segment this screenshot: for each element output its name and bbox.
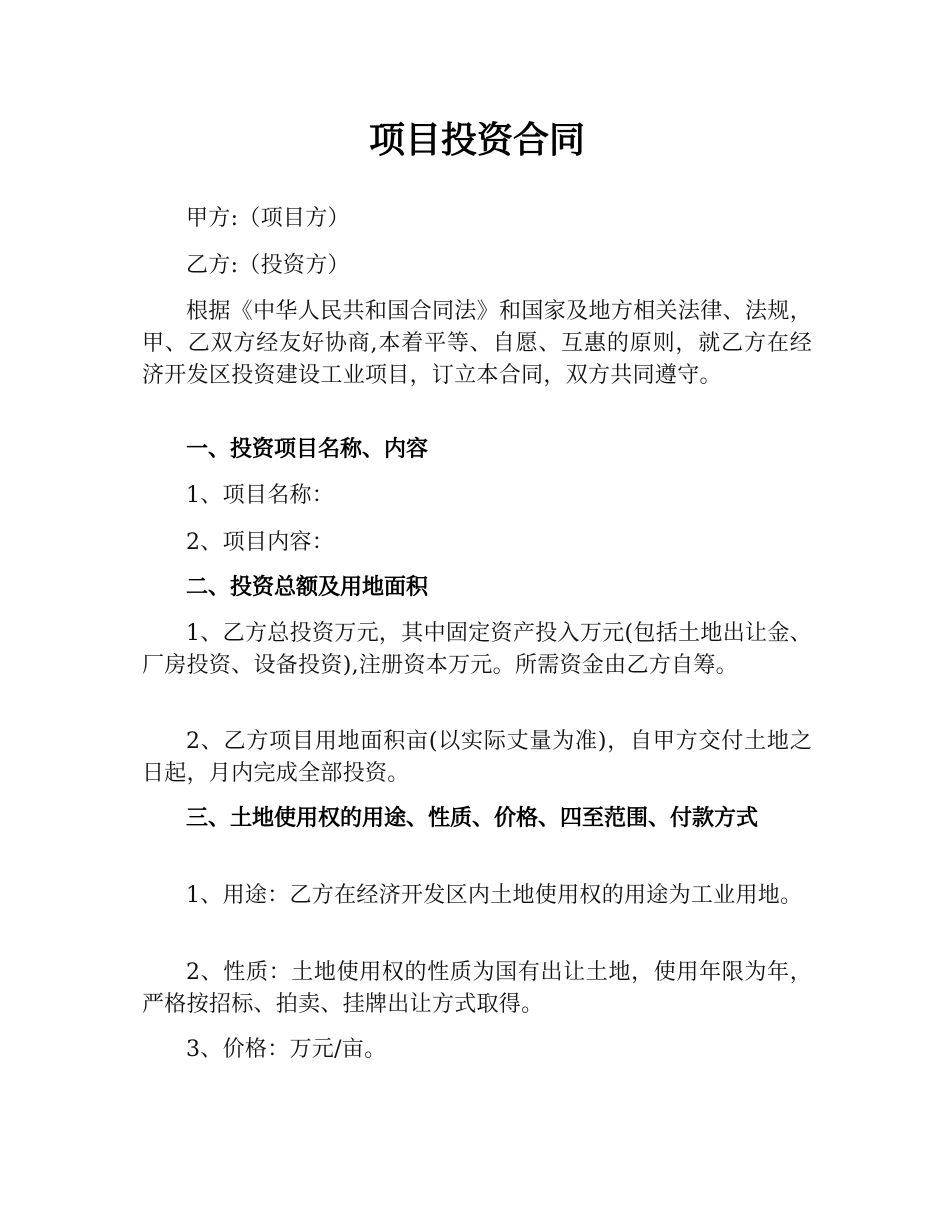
section-1-heading: 一、投资项目名称、内容 — [186, 437, 429, 462]
section-2-item: 2、乙方项目用地面积亩(以实际丈量为准)，自甲方交付土地之日起，月内完成全部投资。 — [142, 729, 812, 786]
section-2-item: 1、乙方总投资万元，其中固定资产投入万元(包括土地出让金、厂房投资、设备投资),注册资本万元。所需资金由乙方自筹。 — [142, 621, 812, 678]
section-1-item: 1、项目名称： — [186, 483, 335, 508]
party-a: 甲方:（项目方） — [186, 206, 350, 231]
party-b: 乙方:（投资方） — [186, 253, 350, 278]
section-3-heading: 三、土地使用权的用途、性质、价格、四至范围、付款方式 — [186, 806, 759, 831]
preamble-paragraph: 根据《中华人民共和国合同法》和国家及地方相关法律、法规，甲、乙双方经友好协商,本着平等、自愿、互惠的原则，就乙方在经济开发区投资建设工业项目，订立本合同，双方共同遵守。 — [142, 299, 812, 388]
section-1-item: 2、项目内容： — [186, 530, 335, 555]
section-3-item: 2、性质：土地使用权的性质为国有出让土地，使用年限为年，严格按招标、拍卖、挂牌出让方式取得。 — [142, 960, 812, 1017]
section-2-heading: 二、投资总额及用地面积 — [186, 575, 429, 600]
section-3-item: 1、用途：乙方在经济开发区内土地使用权的用途为工业用地。 — [186, 883, 803, 908]
document-title: 项目投资合同 — [368, 120, 585, 161]
section-3-item: 3、价格：万元/亩。 — [186, 1037, 387, 1062]
